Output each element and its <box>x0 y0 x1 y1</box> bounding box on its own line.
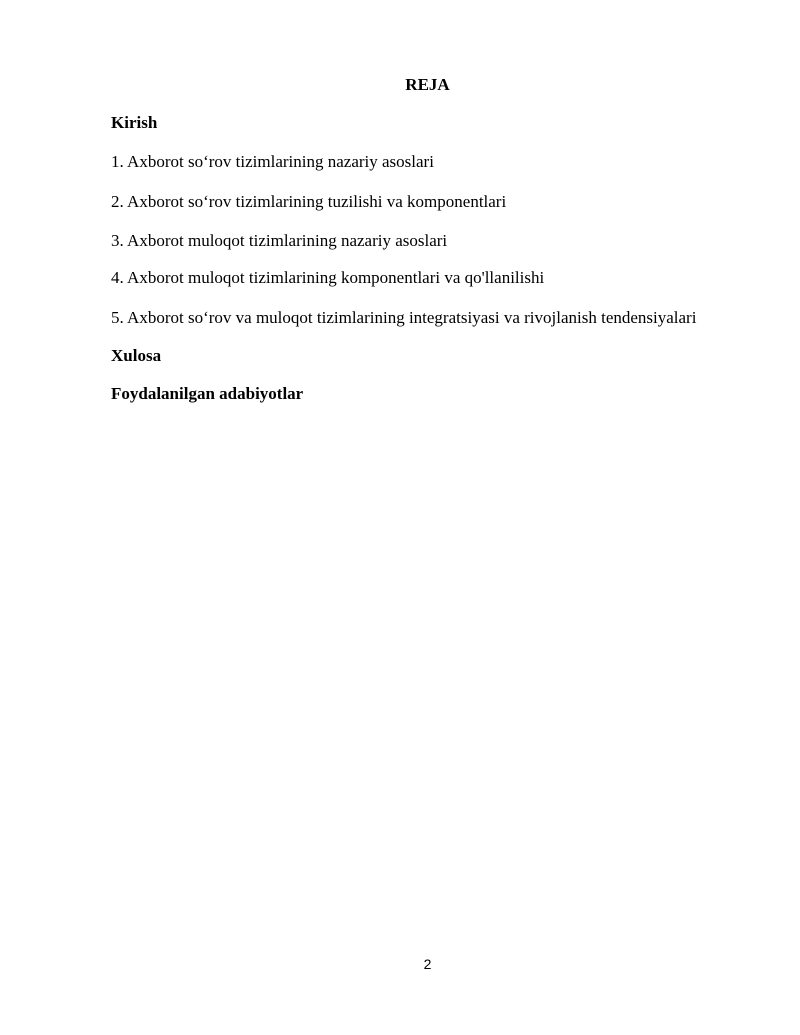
page-title: REJA <box>405 75 450 94</box>
toc-intro: Kirish <box>111 113 158 132</box>
toc-conclusion: Xulosa <box>111 346 162 365</box>
toc-item-2: 2. Axborot so‘rov tizimlarining tuzilishi va komponentlari <box>111 192 507 211</box>
toc-item-4: 4. Axborot muloqot tizimlarining komponentlari va qo'llanilishi <box>111 268 545 287</box>
page-number: 2 <box>423 956 432 972</box>
toc-references: Foydalanilgan adabiyotlar <box>111 384 304 403</box>
toc-item-5: 5. Axborot so‘rov va muloqot tizimlarining integratsiyasi va rivojlanish tendensiyalari <box>111 308 697 327</box>
toc-item-3: 3. Axborot muloqot tizimlarining nazariy asoslari <box>111 231 448 250</box>
toc-item-1: 1. Axborot so‘rov tizimlarining nazariy asoslari <box>111 152 434 171</box>
